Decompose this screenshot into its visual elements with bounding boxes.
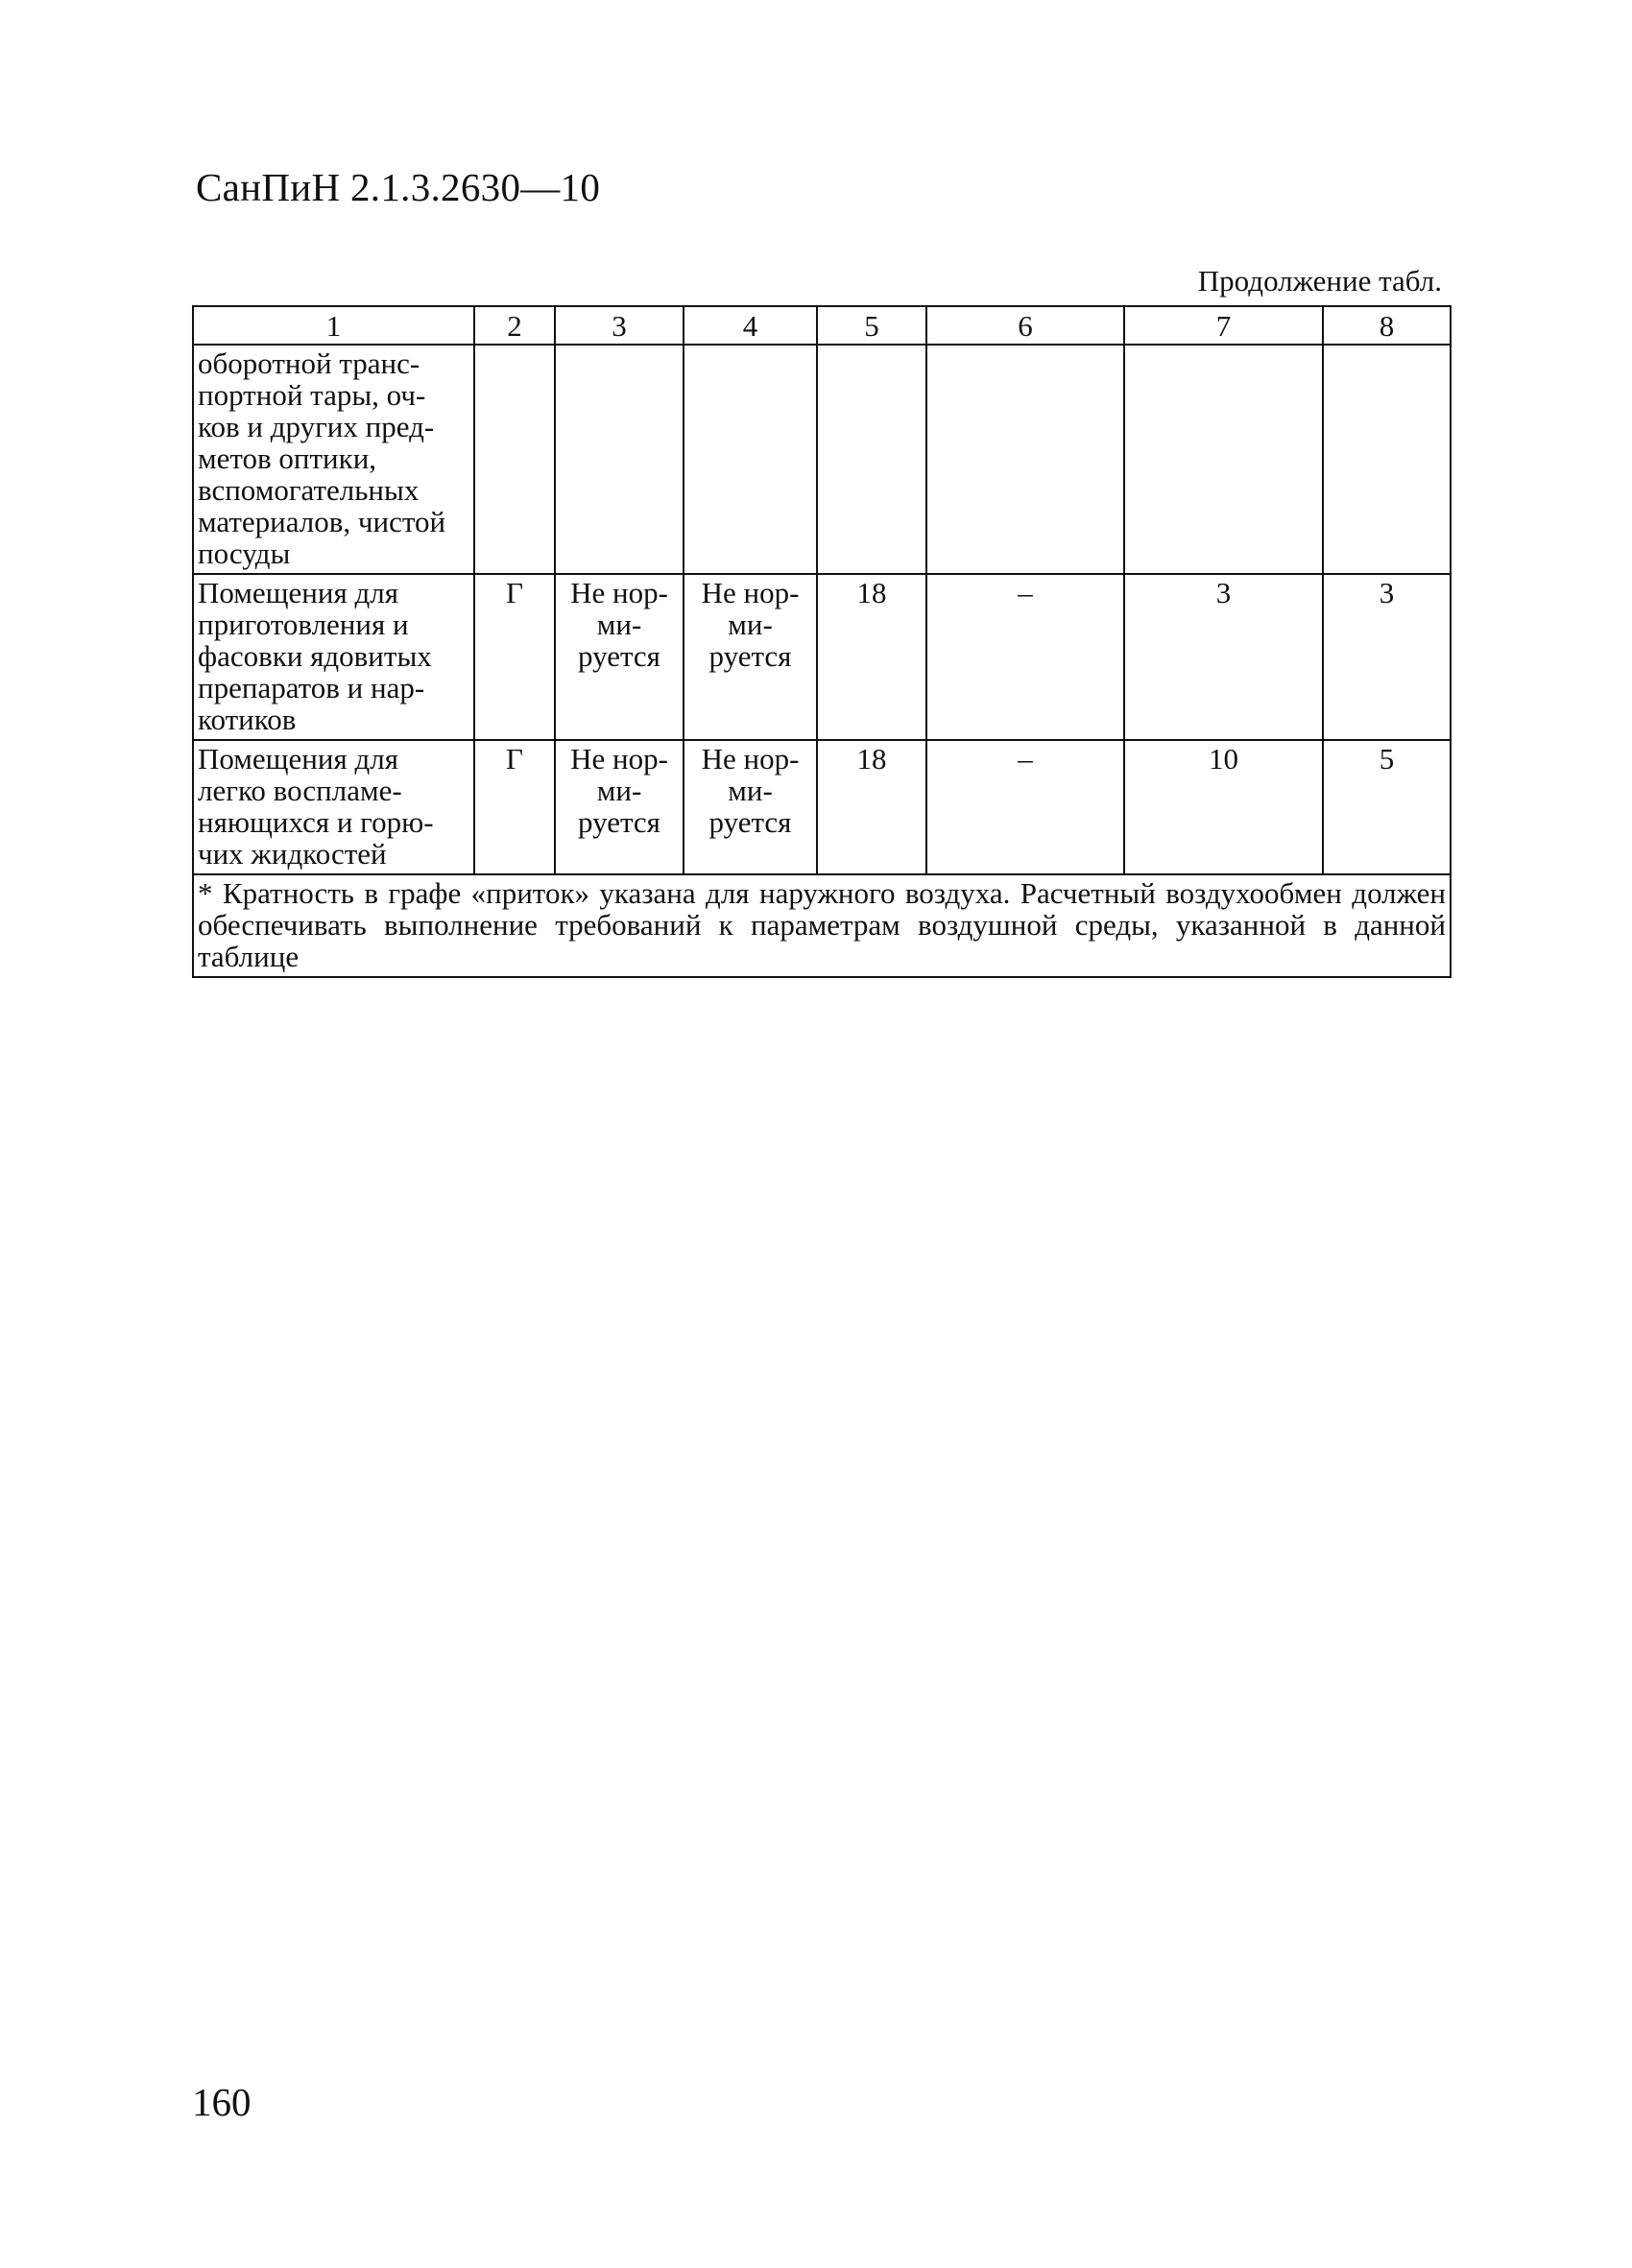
cell-line: оборотной транс- <box>198 346 420 380</box>
table-footnote: * Кратность в графе «приток» указана для наружного воздуха. Расчетный воздухообмен должен обеспечивать выполнение требований к параметрам воздушной среды, указанной в данной таблице <box>193 874 1451 977</box>
cell-line: котиков <box>198 703 297 736</box>
column-number: 7 <box>1124 306 1323 345</box>
cell-line: вспомогательных <box>198 473 420 507</box>
room-name-cell <box>193 740 474 874</box>
cell-line: чих жидкостей <box>198 837 387 871</box>
room-name-cell <box>193 574 474 740</box>
table-continuation-label: Продолжение табл. <box>1197 264 1442 298</box>
footnote-row <box>193 874 1451 977</box>
not-normalized-cell <box>555 574 684 740</box>
table-cell <box>926 345 1124 574</box>
value-cell: – <box>926 574 1124 740</box>
page-number: 160 <box>192 2080 252 2124</box>
column-number: 8 <box>1323 306 1451 345</box>
cell-line: портной тары, оч- <box>198 378 426 412</box>
column-number: 4 <box>684 306 817 345</box>
cell-line: руется <box>708 805 792 839</box>
category-cell: Г <box>474 574 555 740</box>
document-code-header: СанПиН 2.1.3.2630—10 <box>196 165 601 209</box>
table-row <box>193 345 1451 574</box>
cell-line: легко воспламе- <box>198 774 402 807</box>
cell-line: ми- <box>596 774 642 807</box>
cell-line: няющихся и горю- <box>198 805 434 839</box>
cell-line: приготовления и <box>198 608 409 641</box>
cell-line: Не нор- <box>701 742 800 776</box>
room-name-cell <box>193 345 474 574</box>
table-row <box>193 574 1451 740</box>
table-row <box>193 740 1451 874</box>
cell-line: препаратов и нар- <box>198 671 425 704</box>
not-normalized-cell <box>684 740 817 874</box>
cell-line: Не нор- <box>570 742 668 776</box>
table-cell <box>1124 345 1323 574</box>
cell-line: Помещения для <box>198 576 398 609</box>
column-number: 5 <box>817 306 926 345</box>
column-number: 2 <box>474 306 555 345</box>
value-cell: – <box>926 740 1124 874</box>
cell-line: руется <box>708 639 792 673</box>
column-number: 3 <box>555 306 684 345</box>
value-cell: 18 <box>817 574 926 740</box>
cell-line: руется <box>578 639 660 673</box>
not-normalized-cell <box>684 574 817 740</box>
cell-line: посуды <box>198 537 291 570</box>
table-cell <box>474 345 555 574</box>
category-cell: Г <box>474 740 555 874</box>
cell-line: Не нор- <box>701 576 800 609</box>
value-cell: 18 <box>817 740 926 874</box>
norms-table <box>192 305 1452 978</box>
table-cell <box>684 345 817 574</box>
not-normalized-cell <box>555 740 684 874</box>
table-cell <box>817 345 926 574</box>
cell-line: ми- <box>728 774 773 807</box>
cell-line: материалов, чистой <box>198 505 446 538</box>
cell-line: руется <box>578 805 660 839</box>
cell-line: фасовки ядовитых <box>198 639 432 673</box>
cell-line: ков и других пред- <box>198 410 435 443</box>
value-cell: 10 <box>1124 740 1323 874</box>
table-cell <box>1323 345 1451 574</box>
cell-line: ми- <box>596 608 642 641</box>
cell-line: Помещения для <box>198 742 398 776</box>
value-cell: 3 <box>1124 574 1323 740</box>
cell-line: Не нор- <box>570 576 668 609</box>
value-cell: 5 <box>1323 740 1451 874</box>
column-number: 6 <box>926 306 1124 345</box>
column-number: 1 <box>193 306 474 345</box>
value-cell: 3 <box>1323 574 1451 740</box>
cell-line: ми- <box>728 608 773 641</box>
cell-line: метов оптики, <box>198 442 377 475</box>
table-cell <box>555 345 684 574</box>
column-number-row <box>193 306 1451 345</box>
